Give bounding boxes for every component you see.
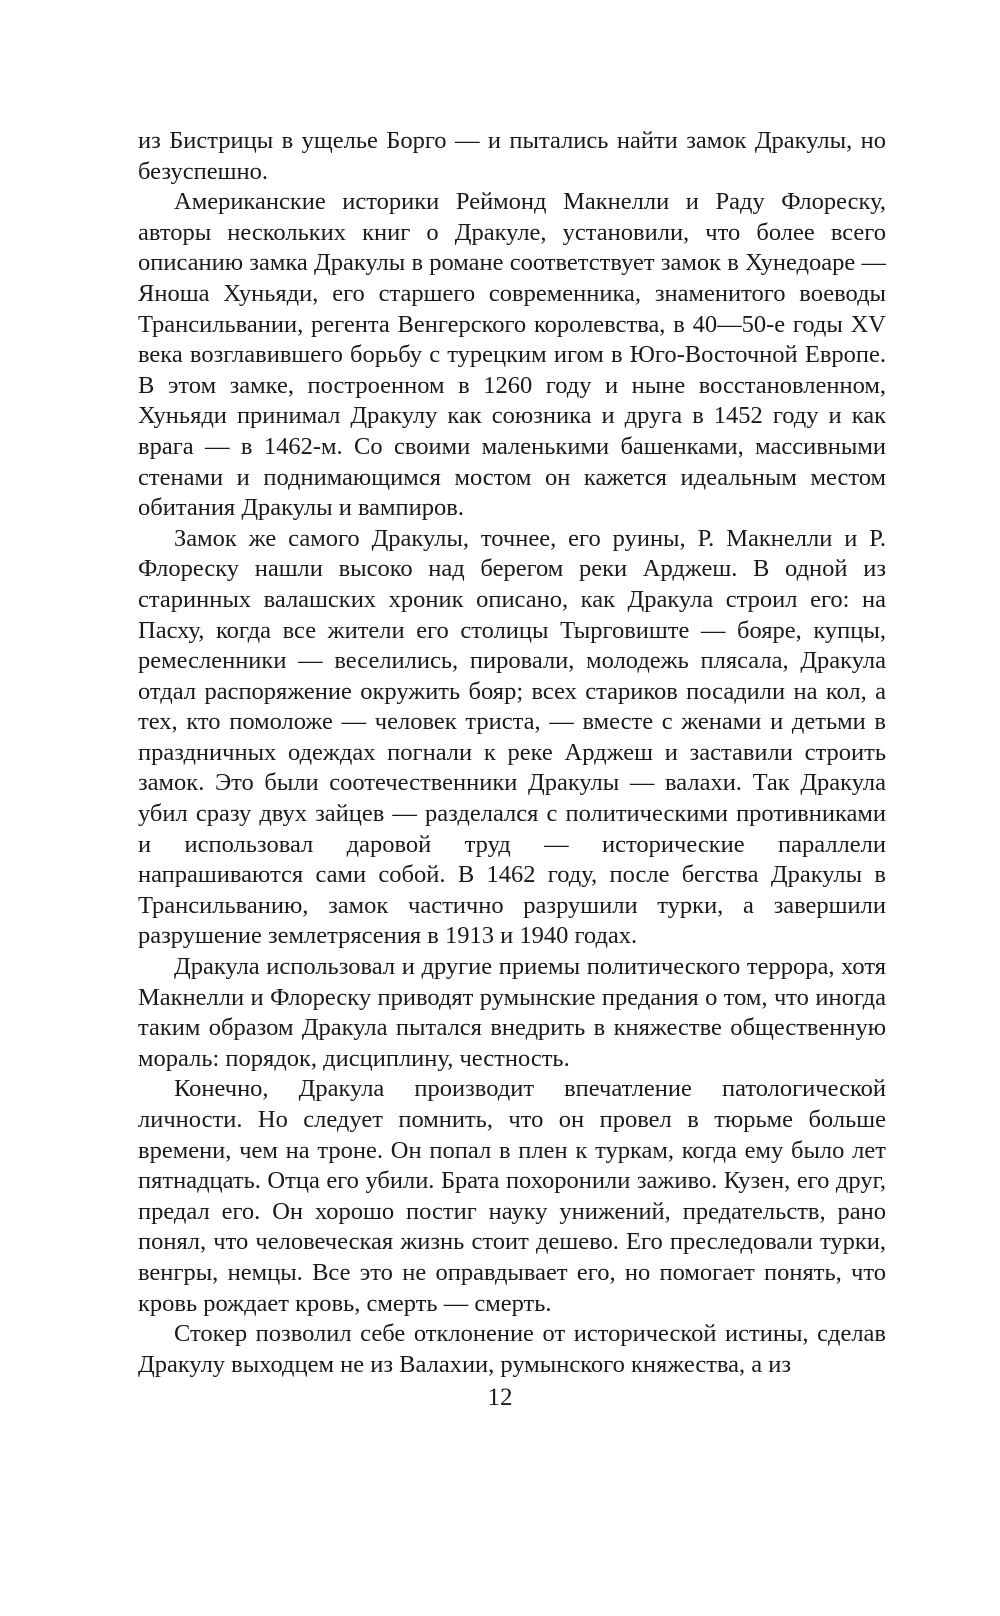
paragraph-terror: Дракула использовал и другие приемы политического террора, хотя Макнелли и Флореску приводят румынские предания о том, что иногда таким образом Дракула пытался внедрить в княжестве общественную мораль: порядок, дисциплину, честность. (138, 953, 886, 1072)
paragraph-stoker: Стокер позволил себе отклонение от исторической истины, сделав Дракулу выходцем не из Валахии, румынского княжества, а из (138, 1320, 886, 1378)
body-text (138, 126, 886, 1380)
paragraph-continued: из Бистрицы в ущелье Борго — и пытались найти замок Дракулы, но безуспешно. (138, 127, 886, 185)
paragraph-personality: Конечно, Дракула производит впечатление патологической личности. Но следует помнить, что он провел в тюрьме больше времени, чем на троне. Он попал в плен к туркам, когда ему было лет пятнадцать. Отца его убили. Брата похоронили заживо. Кузен, его друг, предал его. Он хорошо постиг науку унижений, предательств, рано понял, что человеческая жизнь стоит дешево. Его преследовали турки, венгры, немцы. Все это не оправдывает его, но помогает понять, что кровь рождает кровь, смерть — смерть. (138, 1075, 886, 1317)
paragraph-historians: Американские историки Реймонд Макнелли и Раду Флореску, авторы нескольких книг о Дракуле, установили, что более всего описанию замка Дракулы в романе соответствует замок в Хунедоаре — Яноша Хуньяди, его старшего современника, знаменитого воеводы Трансильвании, регента Венгерского королевства, в 40—50-е годы XV века возглавившего борьбу с турецким игом в Юго-Восточной Европе. В этом замке, построенном в 1260 году и ныне восстановленном, Хуньяди принимал Дракулу как союзника и друга в 1452 году и как врага — в 1462-м. Со своими маленькими башенками, массивными стенами и поднимающимся мостом он кажется идеальным местом обитания Дракулы и вампиров. (138, 188, 886, 522)
paragraph-castle-ruins: Замок же самого Дракулы, точнее, его руины, Р. Макнелли и Р. Флореску нашли высоко над берегом реки Арджеш. В одной из старинных валашских хроник описано, как Дракула строил его: на Пасху, когда все жители его столицы Тырговиште — бояре, купцы, ремесленники — веселились, пировали, молодежь плясала, Дракула отдал распоряжение окружить бояр; всех стариков посадили на кол, а тех, кто помоложе — человек триста, — вместе с женами и детьми в праздничных одеждах погнали к реке Арджеш и заставили строить замок. Это были соотечественники Дракулы — валахи. Так Дракула убил сразу двух зайцев — разделался с политическими противниками и использовал даровой труд — исторические параллели напрашиваются сами собой. В 1462 году, после бегства Дракулы в Трансильванию, замок частично разрушили турки, а завершили разрушение землетрясения в 1913 и 1940 годах. (138, 524, 886, 950)
page-number: 12 (487, 1384, 513, 1411)
